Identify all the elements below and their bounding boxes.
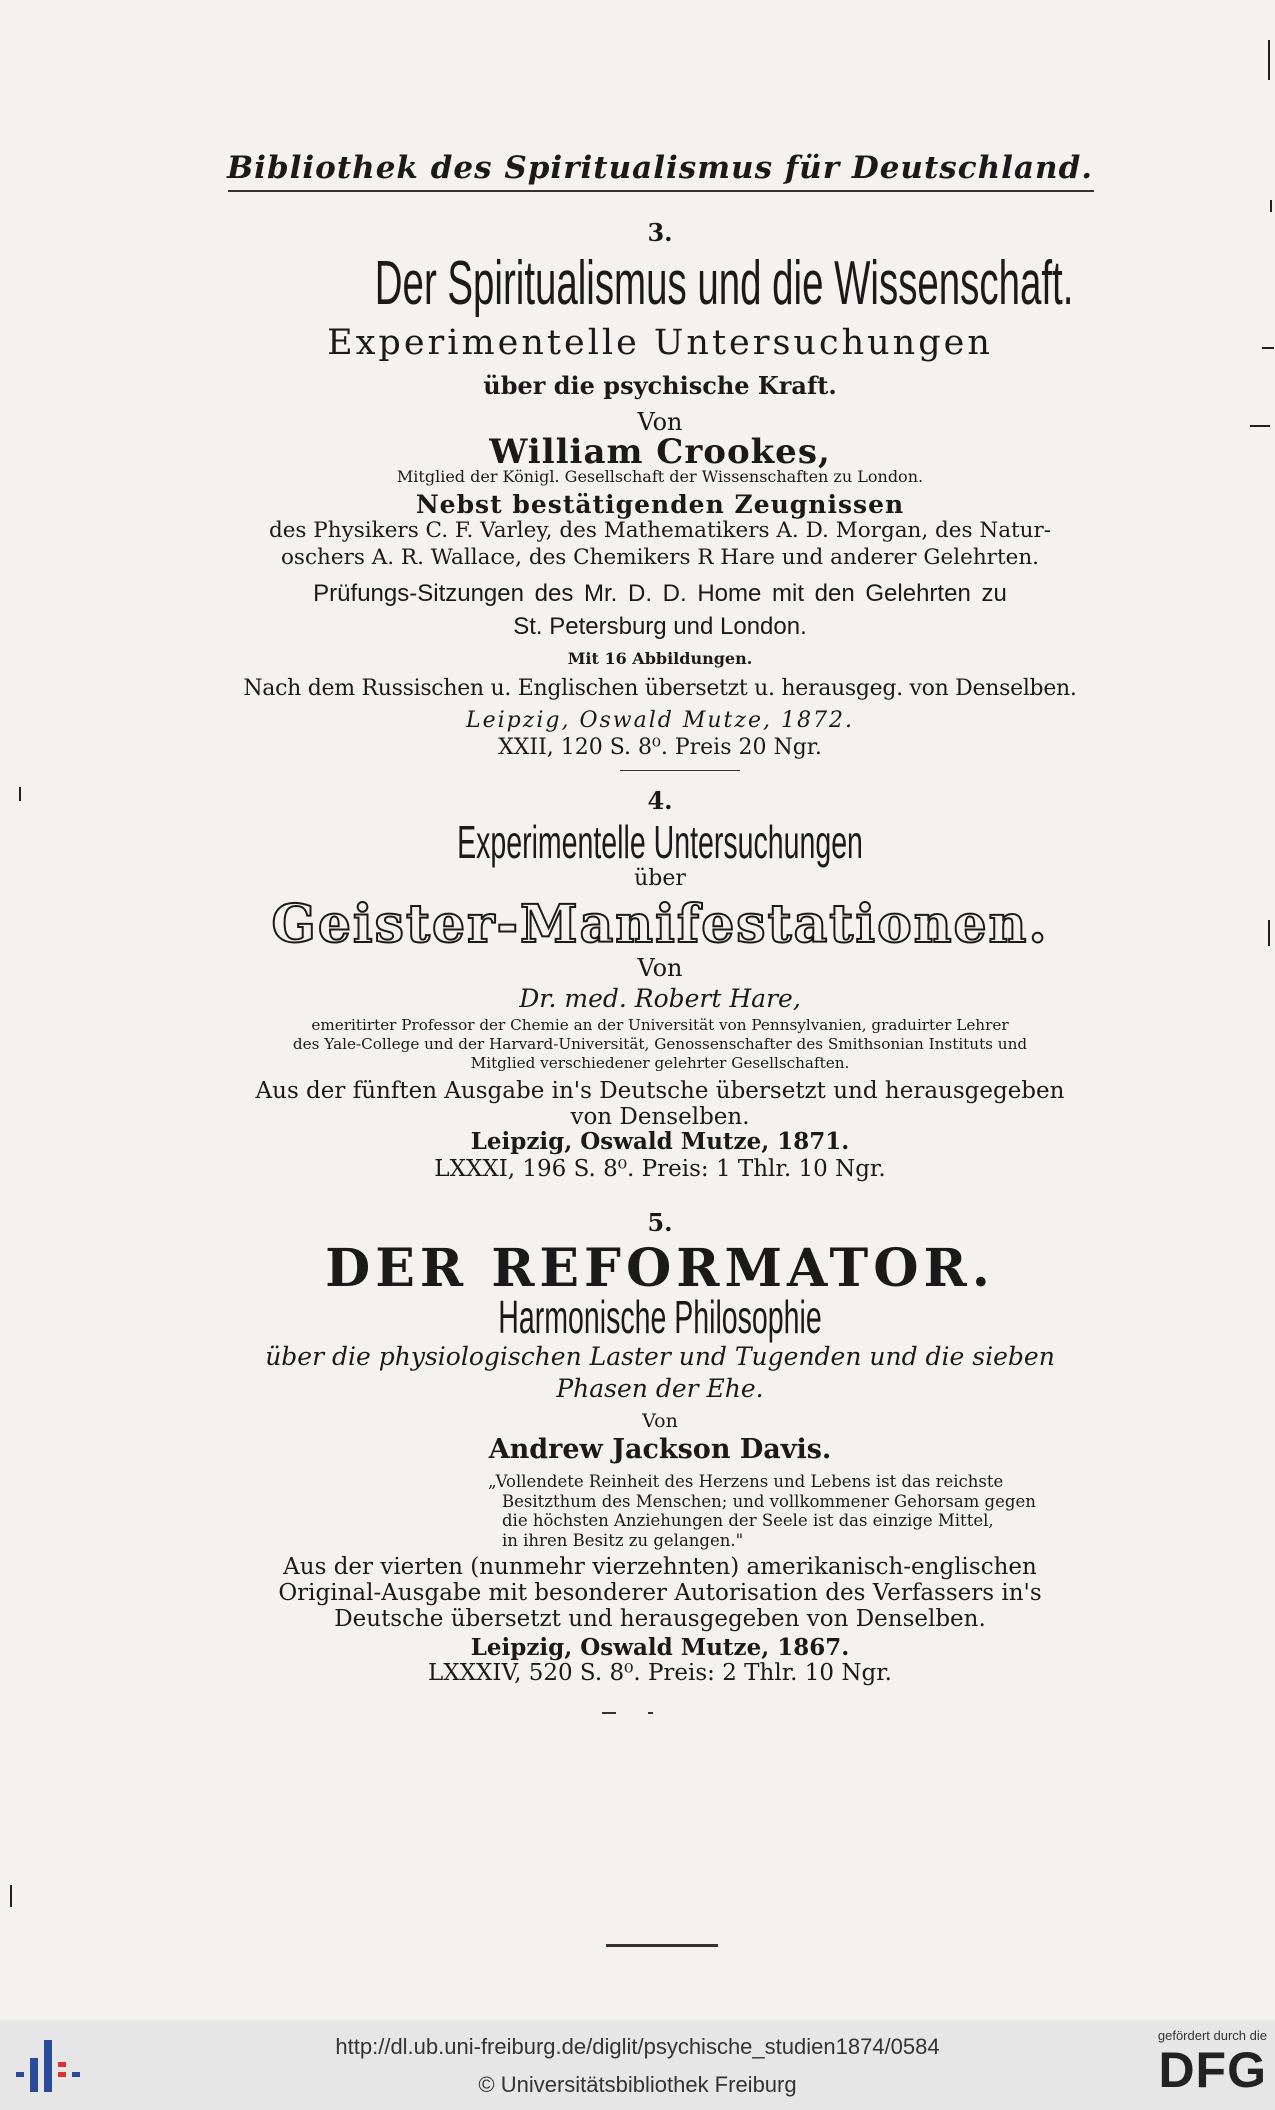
entry-4-affiliation-line2: des Yale-College und der Harvard-Universität, Genossenschafter des Smithsonian Instituts und [292,1035,1028,1053]
entry-5-von: Von [642,1410,678,1432]
entry-4-von: Von [637,954,683,982]
entry-4-title-line1: Experimentelle Untersuchungen [457,816,863,868]
entry-5-edition-line3: Deutsche übersetzt und herausgegeben von Denselben. [334,1606,986,1632]
entry-5-publisher: Leipzig, Oswald Mutze, 1867. [470,1634,850,1661]
entry-3-translation: Nach dem Russischen u. Englischen übersetzt u. herausgeg. von Denselben. [243,676,1077,701]
entry-5-quote [488,1472,1108,1550]
entry-4-title-line2: über [634,866,686,891]
entry-3-subtitle: Experimentelle Untersuchungen [327,323,993,363]
entry-4-edition-line2: von Denselben. [570,1104,750,1130]
entry-5-details: LXXXIV, 520 S. 8⁰. Preis: 2 Thlr. 10 Ngr. [428,1660,892,1686]
margin-mark-right-2 [1270,200,1272,212]
dfg-logo [1127,2028,1267,2102]
entry-4-details: LXXXI, 196 S. 8⁰. Preis: 1 Thlr. 10 Ngr. [434,1156,886,1182]
entry-5-author: Andrew Jackson Davis. [488,1434,832,1465]
entry-3-sessions-line2: St. Petersburg und London. [513,613,807,640]
entry-4-publisher: Leipzig, Oswald Mutze, 1871. [470,1128,850,1155]
margin-mark-left-1 [19,787,21,801]
entry-4-number: 4. [647,786,673,815]
footer-bar [0,2020,1275,2110]
entry-4-author: Dr. med. Robert Hare, [519,984,801,1013]
end-mark-dash [602,1712,616,1714]
end-mark-dot [648,1712,653,1714]
entry-5-edition-line2: Original-Ausgabe mit besonderer Autorisation des Verfassers in's [278,1580,1042,1606]
entry-5-topic-line2: Phasen der Ehe. [556,1374,764,1403]
entry-3-affiliation: Mitglied der Königl. Gesellschaft der Wissenschaften zu London. [396,467,924,486]
entry-5-edition-line1: Aus der vierten (nunmehr vierzehnten) amerikanisch-englischen [283,1554,1037,1580]
footer-url[interactable]: http://dl.ub.uni-freiburg.de/diglit/psychische_studien1874/0584 [335,2034,940,2059]
entry-5-number: 5. [647,1208,673,1237]
quote-line-4: in ihren Besitz zu gelangen." [502,1530,744,1550]
entry-3-title: Der Spiritualismus und die Wissenschaft. [374,249,1074,318]
entry-4-title-line3: Geister-Manifestationen. [271,894,1049,955]
dfg-sponsor-label: gefördert durch die [1157,2028,1267,2043]
entry-3-supplement-title: Nebst bestätigenden Zeugnissen [415,490,905,519]
entry-3-von: Von [637,408,683,436]
quote-line-1: „Vollendete Reinheit des Herzens und Lebens ist das reichste [488,1472,1004,1491]
entry-3-sessions-line1: Prüfungs-Sitzungen des Mr. D. D. Home mit den Gelehrten zu [313,580,1007,607]
quote-line-3: die höchsten Anziehungen der Seele ist das einzige Mittel, [502,1511,994,1530]
margin-mark-right-3 [1262,347,1274,349]
entry-4-affiliation-line3: Mitglied verschiedener gelehrter Gesellschaften. [470,1054,850,1072]
quote-line-2: Besitzthum des Menschen; und vollkommener Gehorsam gegen [502,1491,1036,1511]
margin-mark-left-2 [10,1885,12,1907]
bottom-rule [606,1944,718,1947]
header-underline [228,190,1094,192]
entry-5-subtitle: Harmonische Philosophie [498,1291,822,1343]
entry-3-details: XXII, 120 S. 8⁰. Preis 20 Ngr. [498,735,822,760]
entry-5-title: DER REFORMATOR. [325,1238,995,1299]
entry-3-publisher: Leipzig, Oswald Mutze, 1872. [466,708,854,733]
entry-3-subtitle2: über die psychische Kraft. [483,371,837,400]
entry-3-supplement-line1: des Physikers C. F. Varley, des Mathematikers A. D. Morgan, des Natur- [268,518,1052,543]
entry-3-number: 3. [647,218,673,247]
separator-3-4 [620,770,740,771]
footer-copyright: © Universitätsbibliothek Freiburg [478,2072,797,2097]
entry-3-illustrations: Mit 16 Abbildungen. [567,649,753,668]
margin-mark-right-1 [1268,40,1270,80]
margin-mark-right-4 [1250,425,1270,427]
entry-4-affiliation-line1: emeritirter Professor der Chemie an der Universität von Pennsylvanien, graduirter Lehrer [311,1016,1009,1034]
entry-3-supplement-line2: oschers A. R. Wallace, des Chemikers R Hare und anderer Gelehrten. [280,545,1040,570]
entry-4-edition-line1: Aus der fünften Ausgabe in's Deutsche übersetzt und herausgegeben [255,1078,1065,1104]
series-header: Bibliothek des Spiritualismus für Deutschland. [226,150,1094,186]
margin-mark-right-5 [1268,920,1270,946]
entry-3-author: William Crookes, [489,432,831,472]
dfg-name: DFG [1158,2042,1267,2098]
entry-5-topic-line1: über die physiologischen Laster und Tugenden und die sieben [265,1342,1055,1371]
